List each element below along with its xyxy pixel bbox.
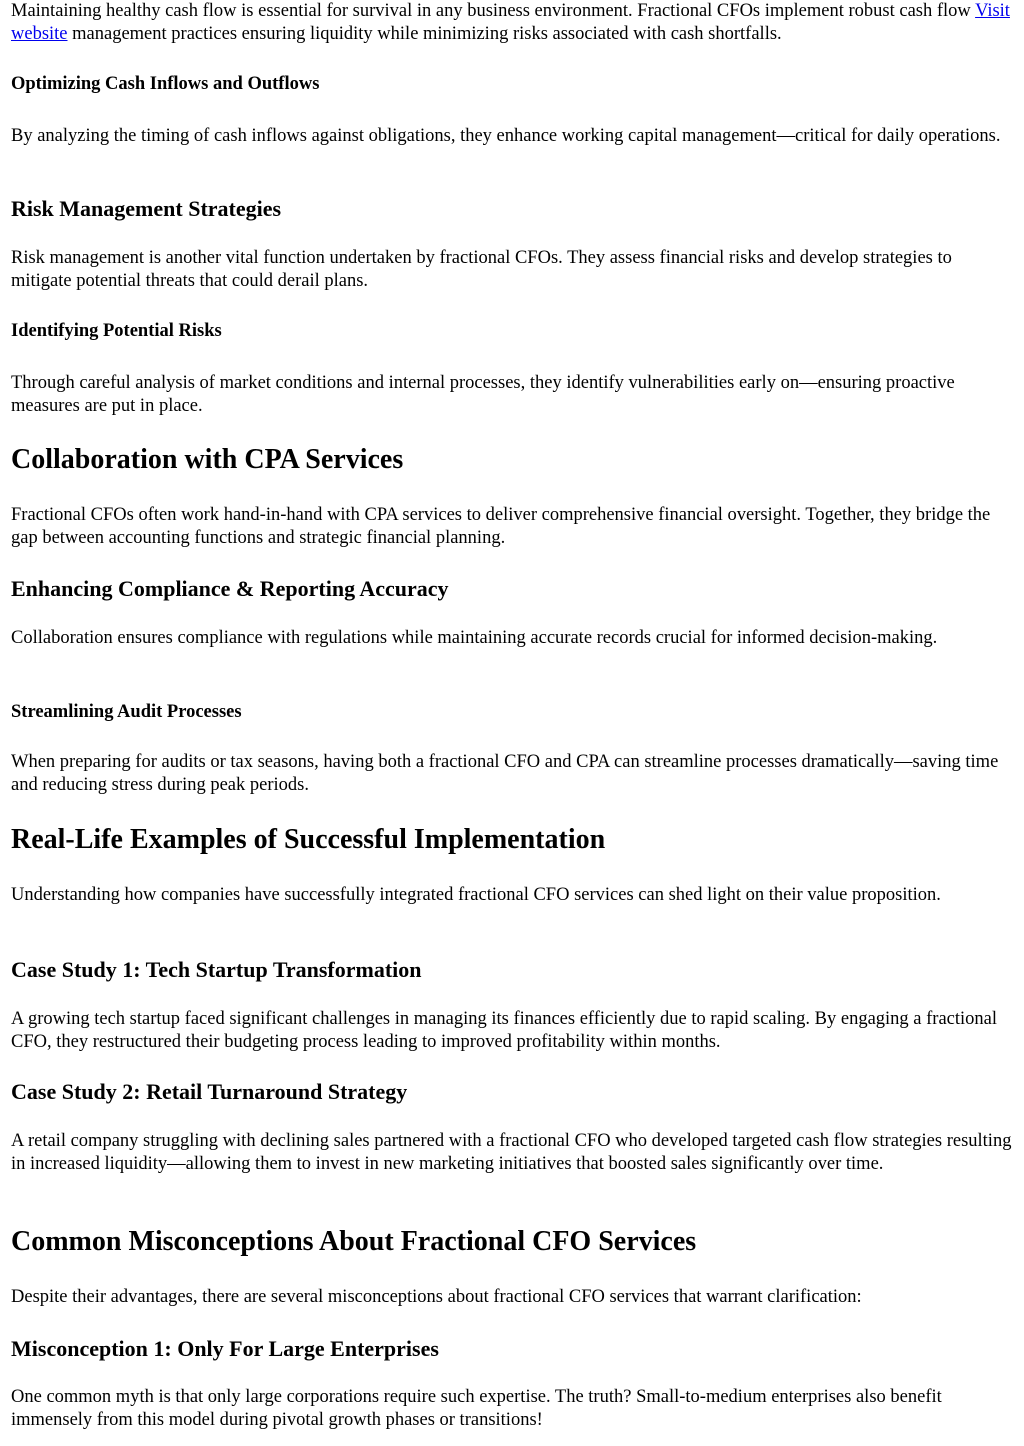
paragraph-case-study-1: A growing tech startup faced significant challenges in managing its finances efficiently due to rapid scaling. By engaging a fractional CFO, they restructured their budgeting process leading to improved profitability within months. [11,1009,998,1052]
intro-text-before-link: Maintaining healthy cash flow is essential for survival in any business environment. Fractional CFOs implement robust cash flow [11,1,976,21]
paragraph-risk-management: Risk management is another vital function undertaken by fractional CFOs. They assess financial risks and develop strategies to mitigate potential threats that could derail plans. [11,248,952,291]
paragraph-cash-flow-intro [11,0,1014,46]
heading-optimizing-cash: Optimizing Cash Inflows and Outflows [11,74,320,94]
heading-common-misconceptions: Common Misconceptions About Fractional CFO Services [11,1226,697,1257]
heading-risk-management: Risk Management Strategies [11,196,282,221]
heading-streamlining-audit: Streamlining Audit Processes [11,702,242,722]
heading-case-study-2: Case Study 2: Retail Turnaround Strategy [11,1079,408,1104]
heading-case-study-1: Case Study 1: Tech Startup Transformation [11,957,422,982]
paragraph-misconception-1: One common myth is that only large corporations require such expertise. The truth? Small-to-medium enterprises also benefit immensely from this model during pivotal growth phases or transitions! [11,1387,942,1430]
paragraph-common-misconceptions: Despite their advantages, there are several misconceptions about fractional CFO services that warrant clarification: [11,1287,862,1307]
paragraph-case-study-2: A retail company struggling with declining sales partnered with a fractional CFO who developed targeted cash flow strategies resulting in increased liquidity—allowing them to invest in new marketing initiatives that boosted sales significantly over time. [11,1131,1012,1174]
heading-identifying-risks: Identifying Potential Risks [11,321,222,341]
paragraph-optimizing-cash: By analyzing the timing of cash inflows against obligations, they enhance working capital management—critical for daily operations. [11,126,1001,146]
heading-compliance-accuracy: Enhancing Compliance & Reporting Accuracy [11,576,449,601]
paragraph-collaboration-cpa: Fractional CFOs often work hand-in-hand with CPA services to deliver comprehensive financial oversight. Together, they bridge the gap between accounting functions and strategic financial planning. [11,505,991,548]
visit-website-link[interactable]: Visit website [11,1,1010,44]
intro-text-after-link: management practices ensuring liquidity while minimizing risks associated with cash shortfalls. [67,24,782,44]
paragraph-identifying-risks: Through careful analysis of market conditions and internal processes, they identify vulnerabilities early on—ensuring proactive measures are put in place. [11,373,955,416]
paragraph-compliance-accuracy: Collaboration ensures compliance with regulations while maintaining accurate records crucial for informed decision-making. [11,628,938,648]
heading-real-life-examples: Real-Life Examples of Successful Implementation [11,824,606,855]
paragraph-streamlining-audit: When preparing for audits or tax seasons, having both a fractional CFO and CPA can streamline processes dramatically—saving time and reducing stress during peak periods. [11,752,999,795]
heading-collaboration-cpa: Collaboration with CPA Services [11,444,404,475]
heading-misconception-1: Misconception 1: Only For Large Enterprises [11,1336,439,1361]
paragraph-real-life-examples: Understanding how companies have successfully integrated fractional CFO services can shed light on their value proposition. [11,885,941,905]
